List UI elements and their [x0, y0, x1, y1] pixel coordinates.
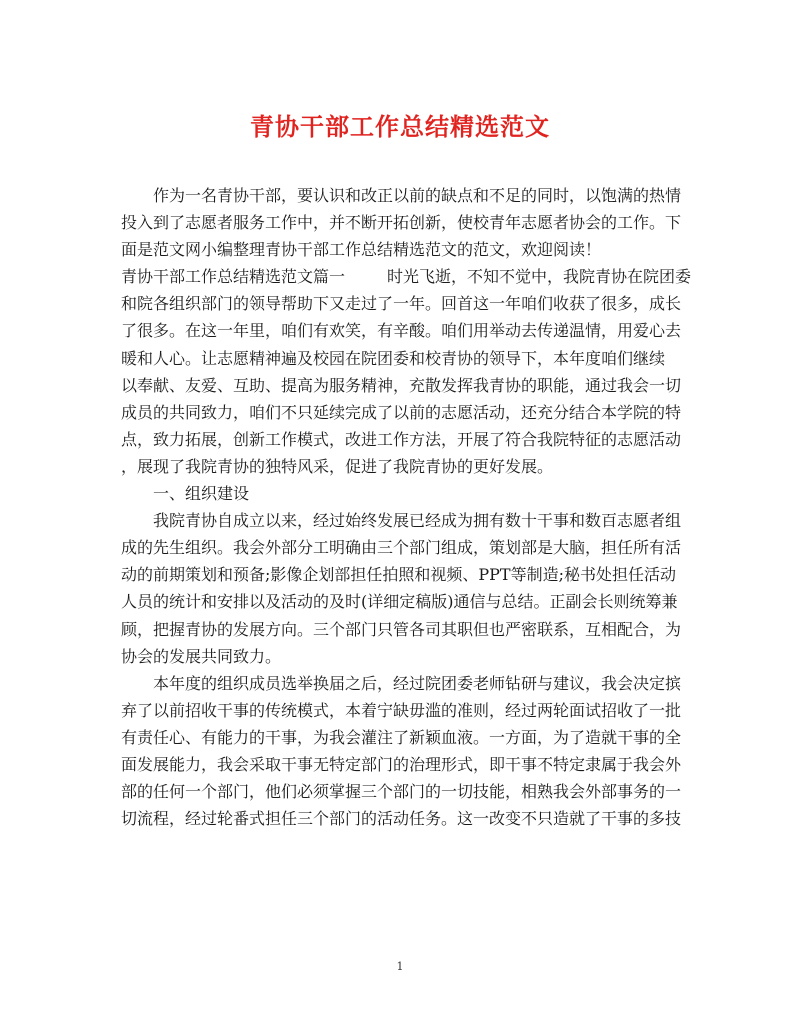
subheading-organization: 一、组织建设: [153, 484, 250, 504]
body-line: 投入到了志愿者服务工作中，并不断开拓创新，使校青年志愿者协会的工作。下: [121, 213, 682, 233]
body-line: 部的任何一个部门，他们必须掌握三个部门的一切技能，相熟我会外部事务的一: [121, 782, 682, 802]
body-line: 以奉献、友爱、互助、提高为服务精神，充散发挥我青协的职能，通过我会一切: [121, 375, 682, 395]
body-line: 了很多。在这一年里，咱们有欢笑，有辛酸。咱们用举动去传递温情，用爱心去: [121, 321, 682, 341]
body-line: 暖和人心。让志愿精神遍及校园在院团委和校青协的领导下，本年度咱们继续: [121, 348, 666, 368]
body-line: 成员的共同致力，咱们不只延续完成了以前的志愿活动，还充分结合本学院的特: [121, 402, 682, 422]
body-line: 动的前期策划和预备;影像企划部担任拍照和视频、PPT等制造;秘书处担任活动: [121, 565, 676, 585]
body-line: 弃了以前招收干事的传统模式，本着宁缺毋滥的准则，经过两轮面试招收了一批: [121, 700, 682, 720]
body-line: ，展现了我院青协的独特风采，促进了我院青协的更好发展。: [121, 456, 554, 476]
document-body: [121, 182, 692, 832]
section-one-line: [121, 263, 692, 290]
body-line: 顾，把握青协的发展方向。三个部门只管各司其职但也严密联系，互相配合，为: [121, 619, 682, 639]
body-line: 协会的发展共同致力。: [121, 646, 282, 666]
body-line: 成的先生组织。我会外部分工明确由三个部门组成，策划部是大脑，担任所有活: [121, 538, 682, 558]
body-line: 切流程，经过轮番式担任三个部门的活动任务。这一改变不只造就了干事的多技: [121, 809, 682, 829]
document-title: 青协干部工作总结精选范文: [250, 112, 550, 141]
body-line: 和院各组织部门的领导帮助下又走过了一年。回首这一年咱们收获了很多，成长: [121, 294, 682, 314]
body-line: 人员的统计和安排以及活动的及时(详细定稿版)通信与总结。正副会长则统筹兼: [121, 592, 678, 612]
body-line: 作为一名青协干部，要认识和改正以前的缺点和不足的同时，以饱满的热情: [153, 186, 682, 205]
body-line: 有责任心、有能力的干事，为我会灌注了新颖血液。一方面，为了造就干事的全: [121, 727, 682, 747]
section-one-first-text: 时光飞逝，不知不觉中，我院青协在院团委: [387, 267, 692, 287]
page-number: 1: [396, 960, 404, 973]
body-line: 面发展能力，我会采取干事无特定部门的治理形式，即干事不特定隶属于我会外: [121, 754, 682, 774]
body-line: 我院青协自成立以来，经过始终发展已经成为拥有数十干事和数百志愿者组: [153, 511, 682, 531]
body-line: 本年度的组织成员选举换届之后，经过院团委老师钻研与建议，我会决定摈: [153, 673, 682, 693]
body-line: 点，致力拓展，创新工作模式，改进工作方法，开展了符合我院特征的志愿活动: [121, 429, 682, 449]
body-line: 面是范文网小编整理青协干部工作总结精选范文的范文，欢迎阅读！: [121, 240, 602, 260]
section-one-heading: 青协干部工作总结精选范文篇一: [121, 267, 346, 287]
